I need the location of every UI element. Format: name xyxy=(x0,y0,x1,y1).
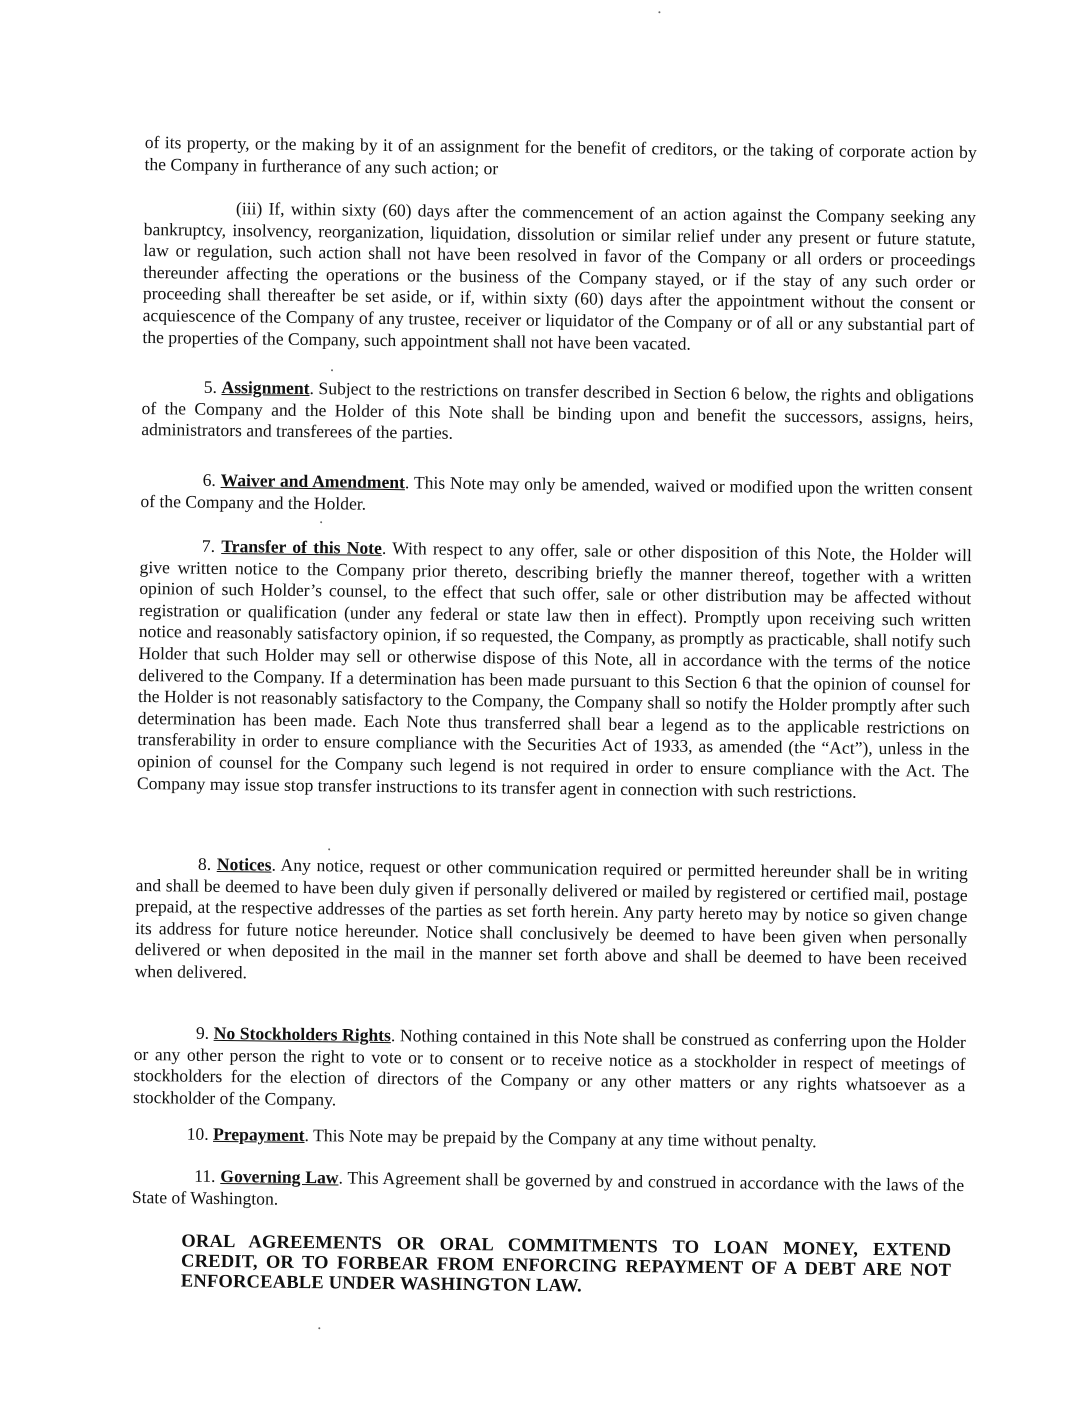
section-text: . Any notice, request or other communication required or permitted hereunder shall be in writing and shall be deemed to have been duly given if personally delivered or mailed by registered or certified mail, postage prepaid, at the respective addresses of the parties as set forth herein. Any party hereto may by notice so given change its address for future notice hereunder. Notice shall conclusively be deemed to have been given when personally delivered or when deposited in the mail in the manner set forth above and shall be deemed to have been received when delivered. xyxy=(134,854,969,983)
scan-speck xyxy=(328,848,330,850)
section-heading: Notices xyxy=(216,853,272,875)
section-6 xyxy=(140,469,972,522)
section-5 xyxy=(141,376,974,451)
section-number: 11. xyxy=(194,1165,216,1186)
scan-speck xyxy=(320,521,322,523)
section-number: 9. xyxy=(195,1022,210,1043)
washington-law-notice: ORAL AGREEMENTS OR ORAL COMMITMENTS TO LOAN MONEY, EXTEND CREDIT, OR TO FORBEAR FROM ENFORCING REPAYMENT OF A DEBT ARE NOT ENFORCEABLE UNDER WASHINGTON LAW. xyxy=(180,1231,952,1297)
section-heading: No Stockholders Rights xyxy=(213,1022,392,1046)
section-text: . With respect to any offer, sale or other disposition of this Note, the Holder will give written notice to the Company prior thereto, describing briefly the manner thereof, together with a written opinion of such Holder’s counsel, to the effect that such offer, sale or other distribution may be affected without registration or qualification (under any federal or state law then in effect). Promptly upon receiving such written notice and reasonably satisfactory opinion, if so requested, the Company, as promptly as practicable, shall notify such Holder that such Holder may sell or otherwise dispose of this Note, all in accordance with the terms of the notice delivered to the Company. If a determination has been made pursuant to this Section 6 that the opinion of counsel for the Holder is not reasonably satisfactory to the Company, the Company shall so notify the Holder promptly after such determination has been made. Each Note thus transferred shall bear a legend as to the applicable restrictions on transferability in order to ensure compliance with the Securities Act of 1933, as amended (the “Act”), unless in the opinion of counsel for the Company such legend is not required in order to ensure compliance with the Act. The Company may issue stop transfer instructions to its transfer agent in connection with such restrictions. xyxy=(136,537,972,802)
section-10 xyxy=(187,1124,947,1155)
paragraph-iii: (iii) If, within sixty (60) days after the commencement of an action against the Company seeking any bankruptcy, insolvency, reorganization, liquidation, dissolution or similar relief under any present or future statute, law or regulation, such action shall not have been resolved in favor of the Company or all orders or proceedings thereunder affecting the operations or the business of the Company stayed, or if the stay of any such order or proceeding shall thereafter be set aside, or if, within sixty (60) days after the appointment without the consent or acquiescence of the Company of any trustee, receiver or liquidator of the Company or of all or any substantial part of the properties of the Company, such appointment shall not have been vacated. xyxy=(142,198,977,354)
section-text: . Nothing contained in this Note shall be construed as conferring upon the Holder or any other person the right to vote or to consent or to receive notice as a stockholder in respect of meetings of stockholders for the election of directors of the Company or any other matters or any rights whatsoever as a stockholder of the Company. xyxy=(133,1025,966,1110)
section-heading: Waiver and Amendment xyxy=(220,469,406,493)
scan-speck xyxy=(331,369,333,371)
scan-speck xyxy=(658,11,660,13)
section-number: 7. xyxy=(201,535,216,556)
section-text: . This Note may only be amended, waived or modified upon the written consent of the Company and the Holder. xyxy=(140,472,973,514)
section-number: 5. xyxy=(203,376,218,397)
section-number: 8. xyxy=(197,853,212,874)
section-text: . This Note may be prepaid by the Company at any time without penalty. xyxy=(304,1125,817,1152)
section-7 xyxy=(137,535,972,804)
section-heading: Governing Law xyxy=(220,1166,339,1188)
section-text: . This Agreement shall be governed by and construed in accordance with the laws of the State of Washington. xyxy=(131,1167,965,1209)
section-text: . Subject to the restrictions on transfer described in Section 6 below, the rights and obligations of the Company and the Holder of this Note shall be binding upon and benefit the successors, assigns, heirs, administrators and transferees of the parties. xyxy=(141,378,974,443)
section-8 xyxy=(135,853,969,993)
section-11 xyxy=(132,1165,964,1218)
paragraph-continuation: of its property, or the making by it of an assignment for the benefit of creditors, or the taking of corporate action by the Company in furtherance of any such action; or xyxy=(144,132,977,178)
section-heading: Assignment xyxy=(221,376,310,399)
section-number: 6. xyxy=(202,469,216,490)
section-9 xyxy=(133,1022,966,1119)
section-number: 10. xyxy=(186,1123,209,1144)
section-heading: Prepayment xyxy=(212,1123,305,1146)
scan-speck xyxy=(318,1327,320,1329)
section-heading: Transfer of this Note xyxy=(221,535,383,558)
